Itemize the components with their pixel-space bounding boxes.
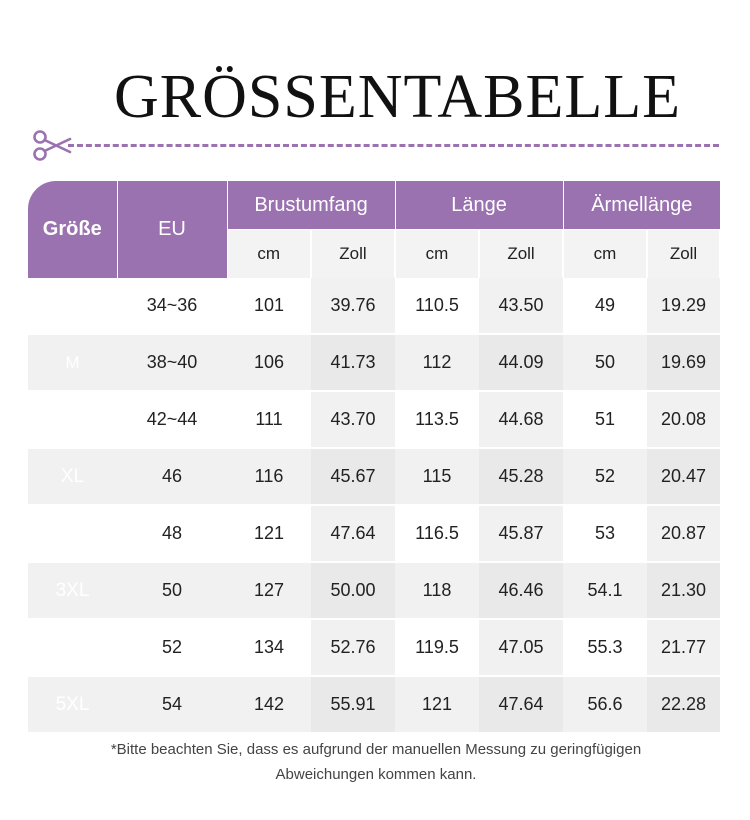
size-label: XL xyxy=(28,448,117,505)
value-cell: 21.30 xyxy=(647,562,720,619)
value-cell: 55.91 xyxy=(311,676,395,733)
value-cell: 41.73 xyxy=(311,334,395,391)
note-line: Abweichungen kommen kann. xyxy=(275,766,477,783)
value-cell: 118 xyxy=(395,562,479,619)
value-cell: 110.5 xyxy=(395,278,479,334)
table-row xyxy=(28,619,720,676)
size-label: S xyxy=(28,278,117,334)
cut-line xyxy=(68,144,719,147)
scissor-icon xyxy=(32,128,72,164)
page-title: GRÖSSENTABELLE xyxy=(113,63,682,131)
size-label: L xyxy=(28,391,117,448)
table-row xyxy=(28,505,720,562)
eu-header: EU xyxy=(117,181,227,278)
value-cell: 119.5 xyxy=(395,619,479,676)
value-cell: 19.29 xyxy=(647,278,720,334)
value-cell: 20.08 xyxy=(647,391,720,448)
value-cell: 106 xyxy=(227,334,311,391)
size-label: 4XL xyxy=(28,619,117,676)
value-cell: 45.67 xyxy=(311,448,395,505)
value-cell: 127 xyxy=(227,562,311,619)
value-cell: 56.6 xyxy=(563,676,647,733)
value-cell: 43.70 xyxy=(311,391,395,448)
table-row xyxy=(28,334,720,391)
value-cell: 50.00 xyxy=(311,562,395,619)
unit-header: cm xyxy=(563,230,647,279)
value-cell: 20.47 xyxy=(647,448,720,505)
value-cell: 101 xyxy=(227,278,311,334)
table-row xyxy=(28,676,720,733)
unit-header: cm xyxy=(395,230,479,279)
value-cell: 47.05 xyxy=(479,619,563,676)
value-cell: 51 xyxy=(563,391,647,448)
size-label: 2XL xyxy=(28,505,117,562)
size-label: 3XL xyxy=(28,562,117,619)
unit-header: cm xyxy=(227,230,311,279)
size-header: Größe xyxy=(28,181,117,278)
table-row xyxy=(28,278,720,334)
value-cell: 39.76 xyxy=(311,278,395,334)
measurement-note xyxy=(40,737,712,787)
value-cell: 49 xyxy=(563,278,647,334)
table-row xyxy=(28,448,720,505)
value-cell: 121 xyxy=(395,676,479,733)
eu-cell: 54 xyxy=(117,676,227,733)
value-cell: 52.76 xyxy=(311,619,395,676)
eu-cell: 34~36 xyxy=(117,278,227,334)
value-cell: 115 xyxy=(395,448,479,505)
group-header-length: Länge xyxy=(395,181,563,230)
value-cell: 43.50 xyxy=(479,278,563,334)
size-table xyxy=(28,181,721,734)
size-label: 5XL xyxy=(28,676,117,733)
value-cell: 112 xyxy=(395,334,479,391)
value-cell: 44.68 xyxy=(479,391,563,448)
value-cell: 50 xyxy=(563,334,647,391)
value-cell: 113.5 xyxy=(395,391,479,448)
table-row xyxy=(28,391,720,448)
eu-cell: 48 xyxy=(117,505,227,562)
group-header-sleeve: Ärmellänge xyxy=(563,181,720,230)
eu-cell: 52 xyxy=(117,619,227,676)
unit-header: Zoll xyxy=(479,230,563,279)
value-cell: 111 xyxy=(227,391,311,448)
value-cell: 47.64 xyxy=(311,505,395,562)
table-row xyxy=(28,562,720,619)
value-cell: 52 xyxy=(563,448,647,505)
value-cell: 22.28 xyxy=(647,676,720,733)
group-header-chest: Brustumfang xyxy=(227,181,395,230)
unit-header: Zoll xyxy=(311,230,395,279)
value-cell: 116 xyxy=(227,448,311,505)
value-cell: 21.77 xyxy=(647,619,720,676)
unit-header: Zoll xyxy=(647,230,720,279)
value-cell: 55.3 xyxy=(563,619,647,676)
eu-cell: 42~44 xyxy=(117,391,227,448)
value-cell: 20.87 xyxy=(647,505,720,562)
value-cell: 134 xyxy=(227,619,311,676)
value-cell: 53 xyxy=(563,505,647,562)
size-label: M xyxy=(28,334,117,391)
value-cell: 46.46 xyxy=(479,562,563,619)
eu-cell: 50 xyxy=(117,562,227,619)
eu-cell: 38~40 xyxy=(117,334,227,391)
eu-cell: 46 xyxy=(117,448,227,505)
value-cell: 116.5 xyxy=(395,505,479,562)
value-cell: 45.87 xyxy=(479,505,563,562)
value-cell: 45.28 xyxy=(479,448,563,505)
value-cell: 47.64 xyxy=(479,676,563,733)
note-line: *Bitte beachten Sie, dass es aufgrund der manuellen Messung zu geringfügigen xyxy=(110,741,642,758)
value-cell: 54.1 xyxy=(563,562,647,619)
value-cell: 19.69 xyxy=(647,334,720,391)
value-cell: 121 xyxy=(227,505,311,562)
value-cell: 44.09 xyxy=(479,334,563,391)
value-cell: 142 xyxy=(227,676,311,733)
